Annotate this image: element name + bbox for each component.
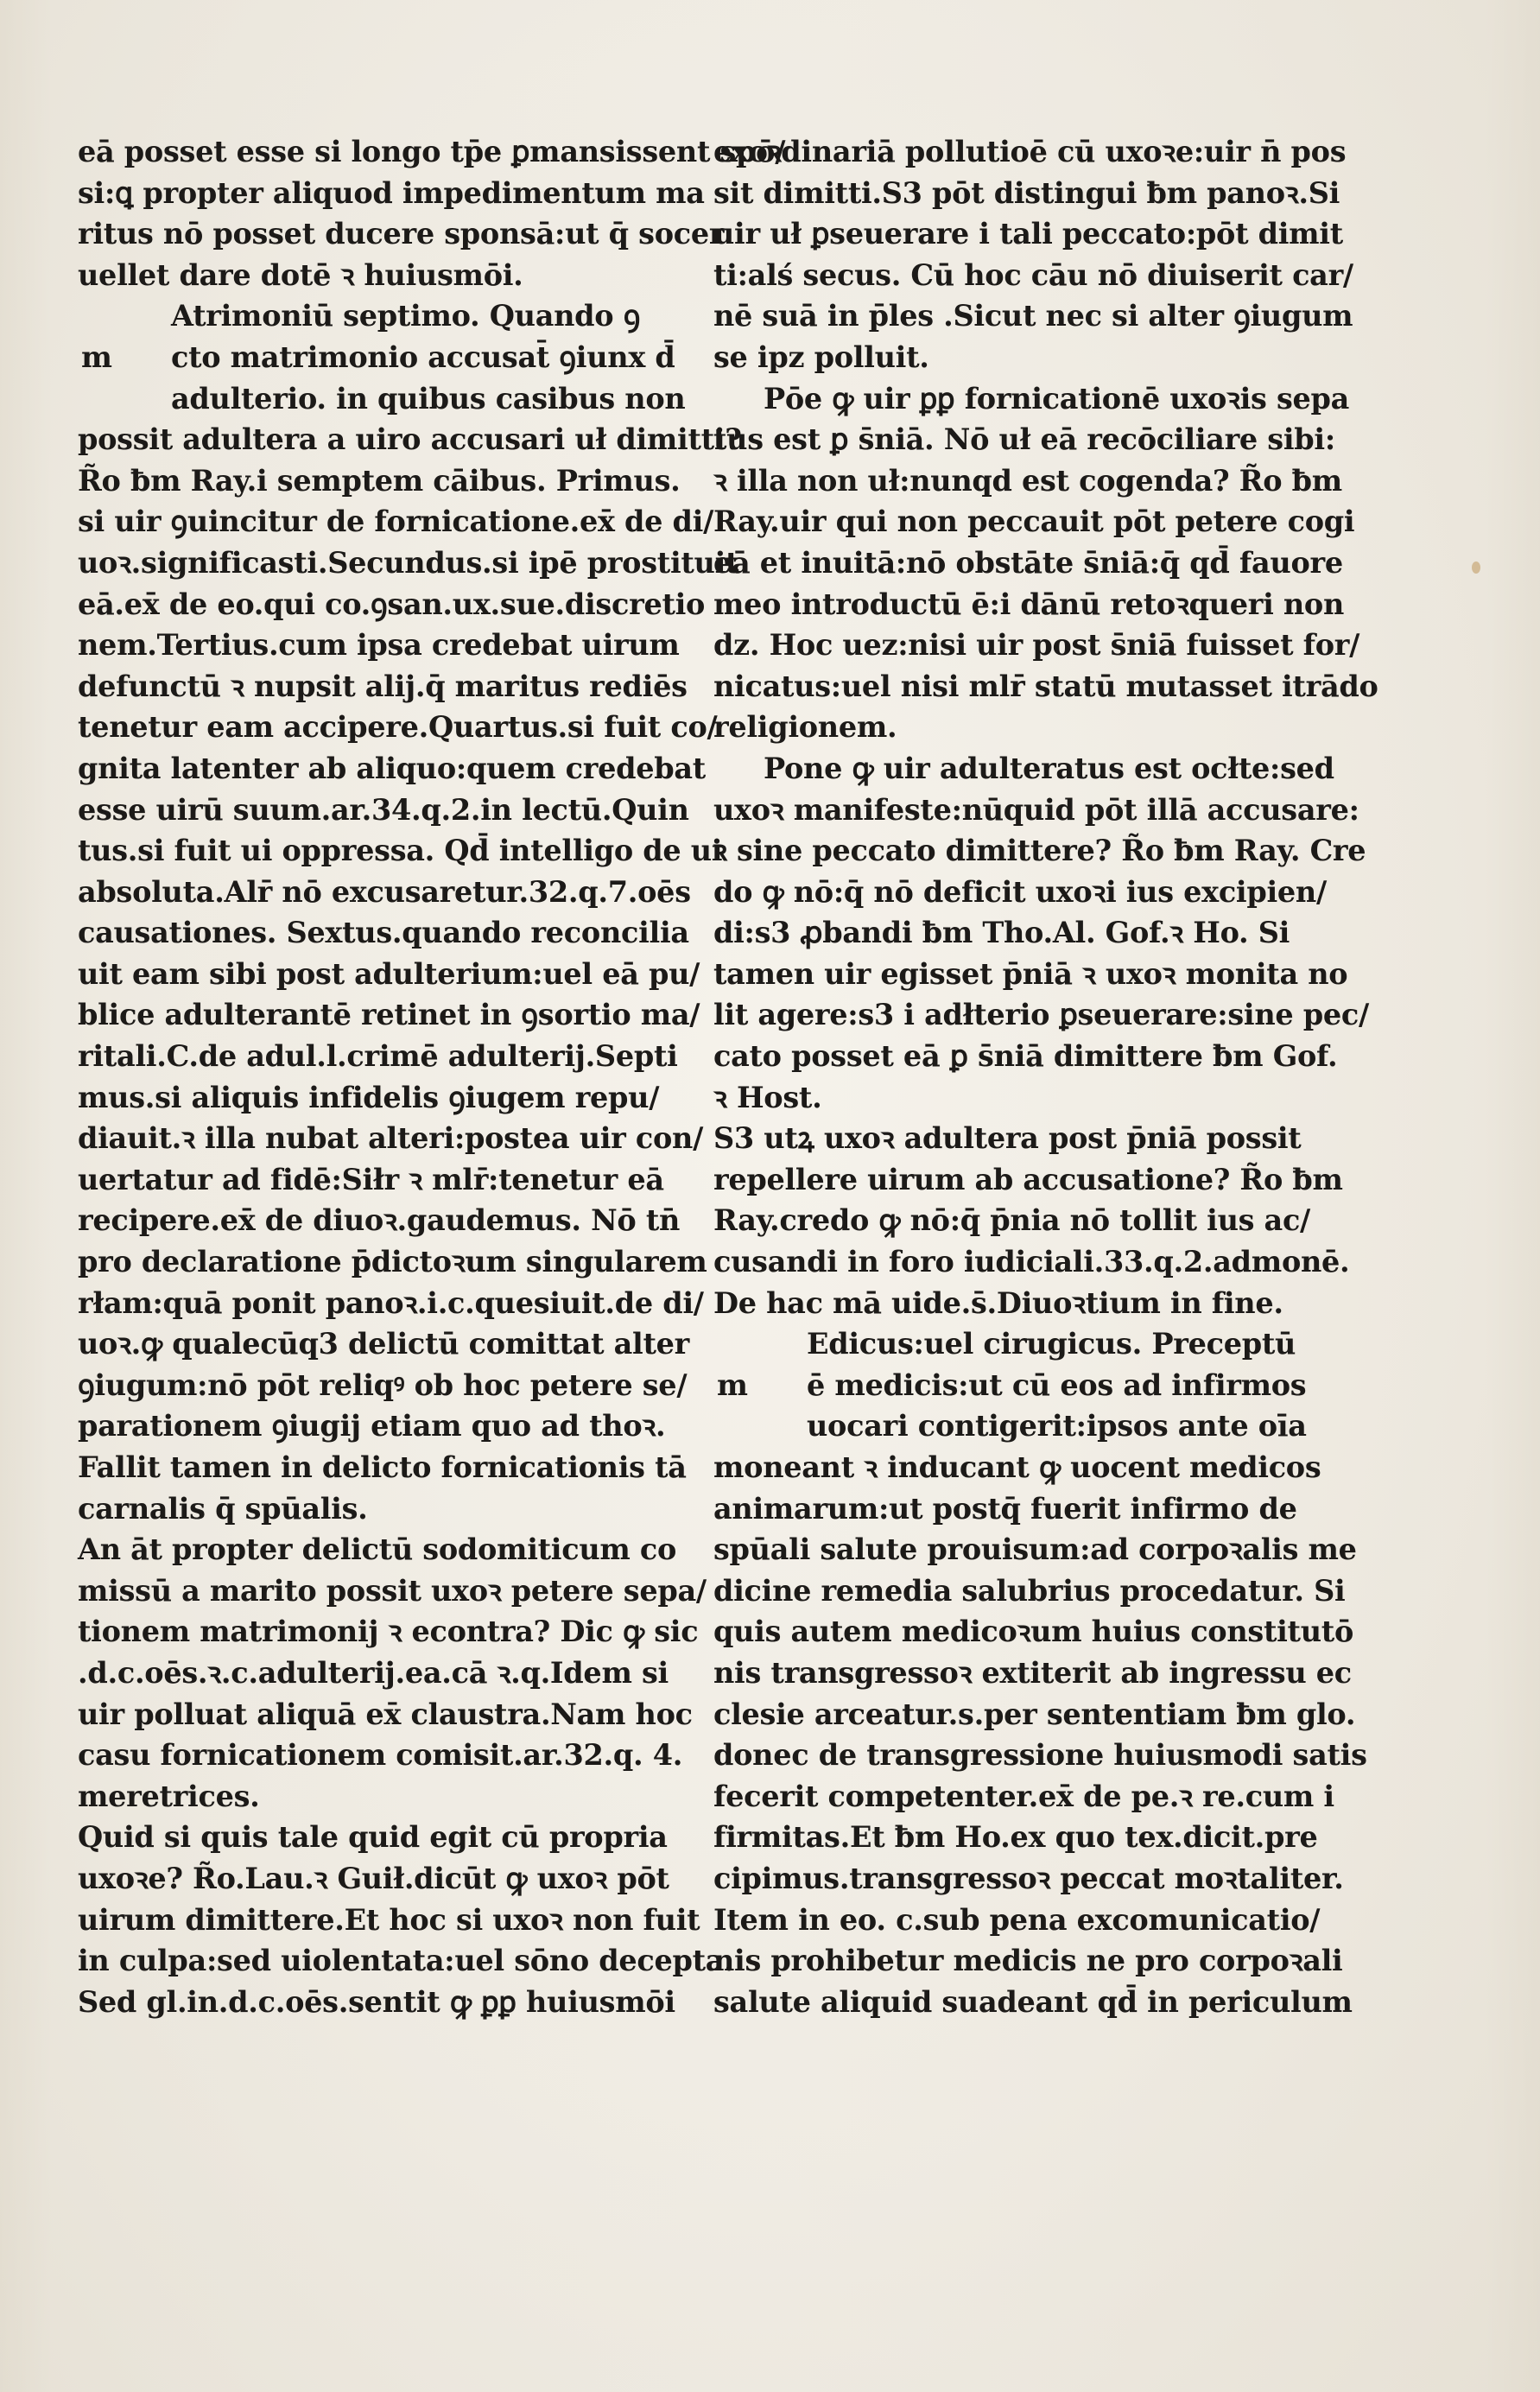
text-line: [78, 542, 739, 584]
line-text: adulterio. in quibus casibus non: [171, 381, 686, 416]
line-text: tenetur eam accipere.Quartus.si fuit co/: [78, 710, 718, 745]
text-line: [713, 1817, 1335, 1858]
text-line: [713, 1982, 1353, 2023]
text-line: [713, 1776, 1335, 1818]
line-text: di:s3 ꝓbandi ƀm Tho.Al. Gof.ꝛ Ho. Si: [713, 916, 1290, 950]
line-text: R̃o ƀm Ray.i semptem cāibus. Primus.: [78, 463, 681, 498]
line-text: tionem matrimonij ꝛ econtra? Dic ꝙ sic: [78, 1615, 699, 1649]
text-line: [78, 1077, 674, 1119]
line-text: eā et inuitā:nō obstāte s̄niā:q̄ qd̄ fauore: [713, 545, 1343, 580]
text-line: [78, 1365, 688, 1406]
line-text: nē suā in p̄les .Sicut nec si alter ꝯiugum: [713, 299, 1353, 333]
text-line: [78, 1241, 707, 1283]
text-line: [78, 460, 681, 502]
text-line: [713, 1611, 1354, 1653]
text-line: [713, 1653, 1352, 1694]
line-text: Atrimoniū septimo. Quando ꝯ: [171, 299, 641, 333]
line-text: ē medicis:ut cū eos ad infirmos: [807, 1367, 1307, 1402]
line-text: dz. Hoc uez:nisi uir post s̄niā fuisset for/: [713, 628, 1360, 663]
line-text: carnalis q̄ spūalis.: [78, 1491, 368, 1526]
text-line: [713, 707, 1335, 748]
line-text: .d.c.oēs.ꝛ.c.adulterij.ea.cā ꝛ.q.Idem si: [78, 1655, 669, 1690]
text-line: [713, 1447, 1335, 1488]
line-text: uxoꝛe? R̃o.Lau.ꝛ Guił.dicūt ꝙ uxoꝛ pōt: [78, 1861, 669, 1895]
text-line: [713, 1858, 1344, 1900]
text-line: [713, 1405, 1335, 1447]
line-text: ꝛ illa non uł:nunqd est cogenda? R̃o ƀm: [713, 463, 1342, 498]
text-line: [713, 255, 1353, 296]
text-line: [78, 872, 691, 913]
text-line: [713, 1323, 1335, 1365]
text-line: [78, 994, 700, 1036]
line-text: moneant ꝛ inducant ꝙ uocent medicos: [713, 1450, 1321, 1484]
text-line: [713, 337, 1335, 378]
line-text: donec de transgressione huiusmodi satis: [713, 1738, 1367, 1773]
line-text: sit dimitti.S3 pōt distingui ƀm panoꝛ.Si: [713, 175, 1340, 210]
line-text: eā.ex̄ de eo.qui co.ꝯsan.ux.sue.discretio: [78, 587, 706, 621]
line-text: Ray.credo ꝙ nō:q̄ p̄nia nō tollit ius ac/: [713, 1203, 1310, 1238]
text-line: [713, 460, 1342, 502]
line-text: Pone ꝙ uir adulteratus est ocłte:sed: [764, 751, 1334, 785]
line-text: uertatur ad fidē:Siłr ꝛ mlr̄:tenetur eā: [78, 1162, 664, 1196]
line-text: pro declaratione p̄dictoꝛum singularem: [78, 1245, 707, 1279]
text-line: [713, 1036, 1338, 1077]
line-text: firmitas.Et ƀm Ho.ex quo tex.dicit.pre: [713, 1820, 1318, 1855]
text-line: [713, 1735, 1367, 1776]
text-line: [713, 584, 1345, 625]
text-line: [78, 625, 680, 666]
text-line: [78, 707, 718, 748]
line-text: S3 utꝝ uxoꝛ adultera post p̄niā possit: [713, 1121, 1302, 1156]
line-text: parationem ꝯiugij etiam quo ad thoꝛ.: [78, 1409, 666, 1443]
line-text: nem.Tertius.cum ipsa credebat uirum: [78, 628, 680, 663]
text-line: [78, 584, 706, 625]
line-text: dicine remedia salubrius procedatur. Si: [713, 1573, 1346, 1608]
line-text: tus est ꝑ s̄niā. Nō uł eā recōciliare sibi:: [713, 422, 1335, 457]
text-line: [78, 1611, 699, 1653]
text-line: [713, 748, 1335, 790]
text-line: [78, 1570, 707, 1612]
text-line: [78, 1447, 687, 1488]
text-line: [78, 790, 689, 831]
text-line: [713, 1940, 1343, 1982]
line-text: tamen uir egisset p̄niā ꝛ uxoꝛ monita no: [713, 956, 1348, 991]
text-line: [78, 1118, 704, 1159]
line-text: Sed gl.in.d.c.oēs.sentit ꝙ ꝑꝑ huiusmōi: [78, 1984, 675, 2019]
text-line: [713, 1118, 1335, 1159]
line-text: De hac mā uide.s̄.Diuoꝛtium in fine.: [713, 1285, 1283, 1320]
text-line: [713, 131, 1347, 173]
text-line: [78, 213, 725, 255]
line-text: nis prohibetur medicis ne pro corpoꝛali: [713, 1944, 1343, 1978]
line-text: gnita latenter ab aliquo:quem credebat: [78, 751, 706, 785]
text-line: [713, 994, 1369, 1036]
text-line: [78, 1405, 674, 1447]
line-text: uocari contigerit:ipsos ante oīa: [807, 1409, 1307, 1443]
line-text: cusandi in foro iudiciali.33.q.2.admonē.: [713, 1245, 1350, 1279]
text-line: [78, 1323, 689, 1365]
line-text: Quid si quis tale quid egit cū propria: [78, 1820, 668, 1855]
text-line: [713, 378, 1350, 420]
text-line: [713, 213, 1343, 255]
text-line: [78, 295, 674, 337]
text-line: [78, 131, 786, 173]
text-line: [78, 1159, 674, 1201]
text-line: [78, 419, 742, 460]
line-text: ritus nō posset ducere sponsā:ut q̄ socer: [78, 217, 725, 251]
line-text: possit adultera a uiro accusari uł dimitti?: [78, 422, 742, 457]
line-text: recipere.ex̄ de diuoꝛ.gaudemus. Nō tn̄: [78, 1203, 681, 1238]
text-line: [78, 501, 714, 542]
text-line: [713, 1283, 1335, 1324]
line-text: ritali.C.de adul.l.crimē adulterij.Septi: [78, 1039, 678, 1074]
line-text: si uir ꝯuincitur de fornicatione.ex̄ de di/: [78, 504, 714, 539]
text-line: [78, 1036, 678, 1077]
text-line: [713, 954, 1348, 995]
text-line: [78, 1858, 674, 1900]
text-line: [713, 1529, 1357, 1570]
text-line: [78, 1488, 674, 1530]
line-text: cipimus.transgressoꝛ peccat moꝛtaliter.: [713, 1861, 1344, 1895]
text-line: [713, 666, 1378, 707]
text-line: [713, 872, 1335, 913]
text-line: [78, 1283, 704, 1324]
text-line: [78, 255, 674, 296]
line-text: blice adulterantē retinet in ꝯsortio ma/: [78, 998, 700, 1032]
line-text: uirum dimittere.Et hoc si uxoꝛ non fuit: [78, 1902, 700, 1937]
right-text-column: [713, 131, 1378, 2022]
line-text: clesie arceatur.s.per sententiam ƀm glo.: [713, 1697, 1356, 1731]
line-text: Pōe ꝙ uir ꝑꝑ fornicationē uxoꝛis sepa: [764, 381, 1350, 416]
text-line: [713, 1077, 1335, 1119]
line-text: diauit.ꝛ illa nubat alteri:postea uir con/: [78, 1121, 704, 1156]
line-text: si:ꝗ propter aliquod impedimentum ma: [78, 175, 705, 210]
text-line: [713, 1365, 1335, 1406]
line-text: ꝯiugum:nō pōt reliqꝰ ob hoc petere se/: [78, 1367, 688, 1402]
text-line: [713, 912, 1335, 954]
line-text: uir polluat aliquā ex̄ claustra.Nam hoc: [78, 1697, 693, 1731]
paper-stain: [1472, 562, 1480, 574]
text-line: [78, 1653, 674, 1694]
line-text: meretrices.: [78, 1779, 260, 1813]
line-text: ꝛ Host.: [713, 1080, 822, 1114]
line-text: uellet dare dotē ꝛ huiusmōi.: [78, 257, 523, 292]
line-text: Fallit tamen in delicto fornicationis tā: [78, 1450, 687, 1484]
text-line: [78, 1940, 734, 1982]
line-text: Item in eo. c.sub pena excomunicatio/: [713, 1902, 1321, 1937]
text-line: [78, 1200, 681, 1241]
line-text: spūali salute prouisum:ad corpoꝛalis me: [713, 1532, 1357, 1567]
text-line: [713, 1900, 1335, 1941]
line-text: in culpa:sed uiolentata:uel sōno decepta.: [78, 1944, 734, 1978]
text-line: [713, 1241, 1350, 1283]
line-text: lit agere:s3 i adłterio ꝑseuerare:sine pec/: [713, 998, 1369, 1032]
text-line: [78, 1529, 677, 1570]
text-line: [713, 173, 1340, 214]
text-line: [713, 295, 1353, 337]
line-text: rłam:quā ponit panoꝛ.i.c.quesiuit.de di/: [78, 1285, 704, 1320]
line-text: uir uł ꝑseuerare i tali peccato:pōt dimit: [713, 217, 1343, 251]
text-line: [78, 954, 700, 995]
line-text: Ray.uir qui non peccauit pōt petere cogi: [713, 504, 1355, 539]
text-line: [78, 1817, 674, 1858]
text-line: [78, 912, 689, 954]
line-text: esse uirū suum.ar.34.q.2.in lectū.Quin: [78, 792, 689, 827]
line-text: Edicus:uel cirugicus. Preceptū: [807, 1327, 1296, 1361]
text-line: [78, 666, 688, 707]
text-line: [78, 1776, 674, 1818]
text-line: [78, 1735, 683, 1776]
text-line: [713, 1159, 1343, 1201]
text-line: [78, 748, 706, 790]
line-text: ti:alś secus. Cū hoc cāu nō diuiserit car/: [713, 257, 1353, 292]
text-line: [78, 830, 723, 872]
line-text: animarum:ut postq̄ fuerit infirmo de: [713, 1491, 1297, 1526]
line-text: quis autem medicoꝛum huius constitutō: [713, 1615, 1354, 1649]
text-line: [78, 1694, 693, 1735]
text-line: [78, 337, 674, 378]
text-line: [78, 1900, 700, 1941]
line-text: mus.si aliquis infidelis ꝯiugem repu/: [78, 1080, 660, 1114]
line-text: cto matrimonio accusat̄ ꝯiunx d̄: [171, 339, 675, 374]
line-text: uxoꝛ manifeste:nūquid pōt illā accusare:: [713, 792, 1359, 827]
text-line: [713, 501, 1355, 542]
line-text: tus.si fuit ui oppressa. Qd̄ intelligo de ui: [78, 834, 723, 868]
text-line: [78, 173, 705, 214]
line-text: do ꝙ nō:q̄ nō deficit uxoꝛi ius excipien/: [713, 874, 1327, 909]
line-text: ꝛ sine peccato dimittere? R̃o ƀm Ray. Cre: [713, 834, 1366, 868]
text-line: [713, 542, 1343, 584]
line-text: exoꝛdinariā pollutioē cū uxoꝛe:uir n̄ pos: [713, 135, 1347, 168]
line-text: missū a marito possit uxoꝛ petere sepa/: [78, 1573, 707, 1608]
text-line: [713, 790, 1359, 831]
line-text: An āt propter delictū sodomiticum co: [78, 1532, 677, 1567]
line-text: causationes. Sextus.quando reconcilia: [78, 916, 689, 950]
line-text: defunctū ꝛ nupsit alij.q̄ maritus rediēs: [78, 669, 688, 703]
text-line: [713, 419, 1335, 460]
line-text: nicatus:uel nisi mlr̄ statū mutasset itrādo: [713, 669, 1378, 703]
line-text: cato posset eā ꝑ s̄niā dimittere ƀm Gof.: [713, 1039, 1338, 1074]
line-text: nis transgressoꝛ extiterit ab ingressu ec: [713, 1655, 1352, 1690]
line-text: casu fornicationem comisit.ar.32.q. 4.: [78, 1738, 683, 1773]
guide-letter: m: [81, 339, 112, 375]
text-line: [78, 1982, 674, 2023]
guide-letter: m: [717, 1367, 748, 1403]
line-text: eā posset esse si longo tp̄e ꝑmansissent spō/: [78, 135, 786, 168]
line-text: uit eam sibi post adulterium:uel eā pu/: [78, 956, 700, 991]
line-text: religionem.: [713, 710, 897, 745]
line-text: absoluta.Alr̄ nō excusaretur.32.q.7.oēs: [78, 874, 691, 909]
line-text: uoꝛ.significasti.Secundus.si ipē prostituit: [78, 545, 739, 580]
line-text: fecerit competenter.ex̄ de pe.ꝛ re.cum i: [713, 1779, 1334, 1813]
text-line: [713, 1488, 1335, 1530]
text-line: [713, 1694, 1356, 1735]
text-line: [713, 1200, 1335, 1241]
line-text: salute aliquid suadeant qd̄ in periculum: [713, 1984, 1353, 2019]
text-line: [713, 625, 1360, 666]
line-text: uoꝛ.ꝙ qualecūq3 delictū comittat alter: [78, 1327, 689, 1361]
line-text: repellere uirum ab accusatione? R̃o ƀm: [713, 1162, 1343, 1196]
line-text: meo introductū ē:i dānū retoꝛqueri non: [713, 587, 1345, 621]
line-text: se ipz polluit.: [713, 339, 929, 374]
text-line: [713, 830, 1366, 872]
text-line: [78, 378, 686, 420]
text-line: [713, 1570, 1346, 1612]
